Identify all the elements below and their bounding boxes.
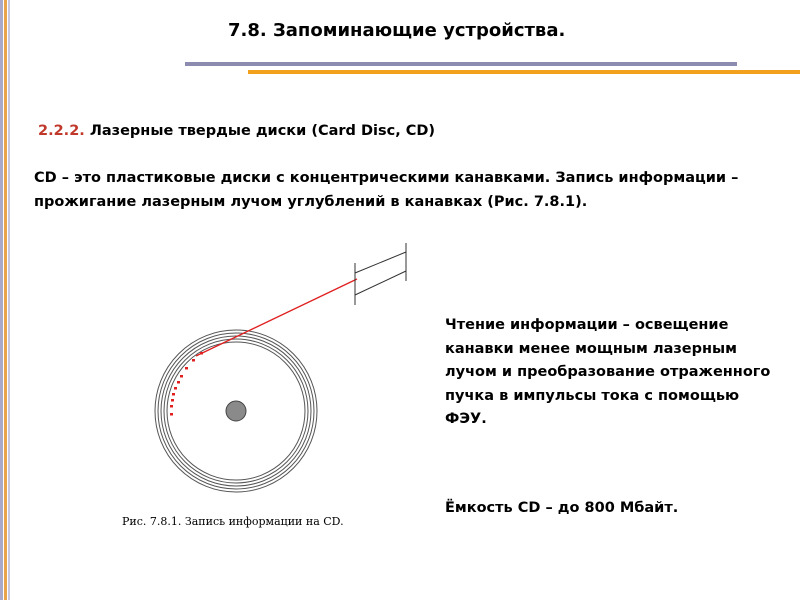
section-heading-text: Лазерные твердые диски (Card Disc, CD) xyxy=(84,123,436,139)
cd-recording-diagram xyxy=(150,235,420,505)
pit-mark xyxy=(180,375,183,378)
pit-mark xyxy=(177,381,180,384)
capacity-note: Ёмкость CD – до 800 Мбайт. xyxy=(445,500,679,516)
title-rule-orange xyxy=(248,70,800,74)
section-heading xyxy=(38,123,435,139)
pit-mark xyxy=(172,393,175,396)
left-decorative-bar xyxy=(0,0,12,600)
pit-mark xyxy=(170,405,173,408)
title-rule-gray xyxy=(185,62,737,66)
burned-pits xyxy=(170,352,203,416)
cd-description: CD – это пластиковые диски с концентрическими канавками. Запись информации – прожигание лазерным лучом углублений в канавках (Рис. 7.8.1). xyxy=(34,170,739,210)
disc-center-hole xyxy=(226,401,246,421)
pit-mark xyxy=(185,367,188,370)
laser-head-line xyxy=(355,271,406,295)
reading-description: Чтение информации – освещение канавки менее мощным лазерным лучом и преобразование отраженного пучка в импульсы тока с помощью ФЭУ. xyxy=(445,317,771,427)
bar-band xyxy=(0,0,3,600)
section-number: 2.2.2. xyxy=(38,123,85,139)
laser-head-line xyxy=(355,252,406,273)
pit-mark xyxy=(192,359,195,362)
pit-mark xyxy=(200,352,203,355)
pit-mark xyxy=(174,387,177,390)
pit-mark xyxy=(171,399,174,402)
bar-band xyxy=(4,0,7,600)
slide-title: 7.8. Запоминающие устройства. xyxy=(228,20,566,41)
pit-mark xyxy=(170,413,173,416)
figure-caption: Рис. 7.8.1. Запись информации на CD. xyxy=(122,515,344,528)
bar-band xyxy=(8,0,10,600)
